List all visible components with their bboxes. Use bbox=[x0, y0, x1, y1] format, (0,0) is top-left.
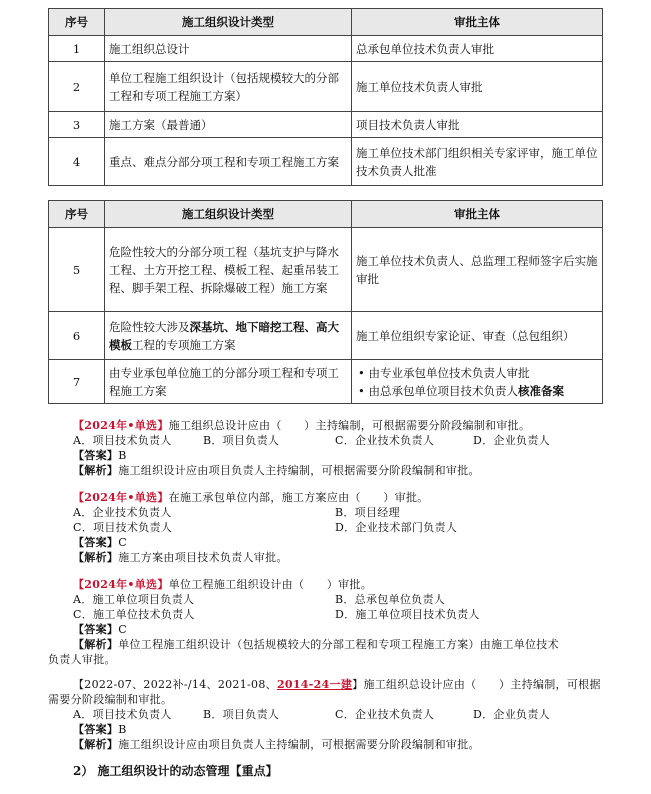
row-type: 施工组织总设计 bbox=[105, 36, 352, 62]
question-stem bbox=[73, 490, 611, 505]
section-heading bbox=[73, 762, 278, 779]
options-row bbox=[73, 607, 611, 622]
header-approver: 审批主体 bbox=[352, 9, 603, 36]
options-row bbox=[73, 433, 611, 448]
table-row bbox=[49, 112, 603, 138]
type-text-a: 危险性较大涉及 bbox=[109, 319, 190, 334]
options-row bbox=[73, 707, 611, 722]
header-type: 施工组织设计类型 bbox=[105, 9, 352, 36]
answer-value: B bbox=[118, 723, 127, 736]
row-no: 2 bbox=[49, 62, 105, 112]
option-b: B．总承包单位负责人 bbox=[335, 593, 446, 606]
approver-bullet-1: • 由专业承包单位技术负责人审批 bbox=[356, 364, 598, 382]
analysis-text: 单位工程施工组织设计（包括规模较大的分部工程和专项工程施工方案）由施工单位技术 bbox=[118, 638, 559, 651]
approver-bullet-2 bbox=[356, 382, 598, 400]
row-type: 施工方案（最普通） bbox=[105, 112, 352, 138]
analysis-label: 【解析】 bbox=[73, 464, 119, 477]
type-text-bold: 深基坑、地下暗挖工程、高大模板 bbox=[109, 319, 339, 352]
option-c: C．企业技术负责人 bbox=[335, 434, 435, 447]
approval-table-2 bbox=[48, 200, 603, 404]
question-2 bbox=[73, 490, 611, 565]
answer-value: B bbox=[118, 449, 127, 462]
option-b: B．项目经理 bbox=[335, 506, 400, 519]
option-d: D．企业负责人 bbox=[473, 708, 550, 721]
table-row bbox=[49, 228, 603, 312]
option-b: B．项目负责人 bbox=[203, 434, 280, 447]
row-no: 4 bbox=[49, 138, 105, 186]
analysis-line bbox=[73, 550, 611, 565]
table-header-row bbox=[49, 9, 603, 36]
analysis-label: 【解析】 bbox=[73, 551, 119, 564]
row-type: 重点、难点分部分项工程和专项工程施工方案 bbox=[105, 138, 352, 186]
question-tag-suffix: 】 bbox=[352, 678, 364, 691]
approver-bullet-2-text: 由总承包单位项目技术负责人 bbox=[368, 383, 518, 398]
question-tag: 【2024年•单选】 bbox=[73, 491, 169, 504]
table-row bbox=[49, 36, 603, 62]
answer-value: C bbox=[118, 536, 127, 549]
header-approver: 审批主体 bbox=[352, 201, 603, 228]
question-tag: 【2024年•单选】 bbox=[73, 578, 169, 591]
approver-bullet-2-bold: 核准备案 bbox=[517, 383, 564, 398]
row-approver bbox=[352, 360, 603, 404]
option-c: C．项目技术负责人 bbox=[73, 521, 173, 534]
analysis-line bbox=[73, 737, 611, 752]
options-row bbox=[73, 592, 611, 607]
row-type: 由专业承包单位施工的分部分项工程和专项工程施工方案 bbox=[105, 360, 352, 404]
analysis-line-cont: 负责人审批。 bbox=[48, 653, 116, 666]
option-d: D．企业技术部门负责人 bbox=[335, 521, 458, 534]
header-type: 施工组织设计类型 bbox=[105, 201, 352, 228]
question-tag-prefix: 【2022-07、2022补-/14、2021-08、 bbox=[73, 678, 277, 691]
table-row bbox=[49, 312, 603, 360]
option-c: C．施工单位技术负责人 bbox=[73, 608, 195, 621]
row-no: 1 bbox=[49, 36, 105, 62]
row-approver: 项目技术负责人审批 bbox=[352, 112, 603, 138]
row-approver: 施工单位技术部门组织相关专家评审，施工单位技术负责人批准 bbox=[352, 138, 603, 186]
question-3 bbox=[48, 577, 611, 667]
analysis-line bbox=[73, 637, 611, 652]
section-number: 2） bbox=[73, 764, 94, 778]
analysis-text: 施工组织设计应由项目负责人主持编制，可根据需要分阶段编制和审批。 bbox=[118, 738, 480, 751]
answer-label: 【答案】 bbox=[73, 449, 119, 462]
answer-line bbox=[73, 448, 611, 463]
row-type bbox=[105, 312, 352, 360]
question-stem bbox=[73, 418, 611, 433]
row-type: 危险性较大的分部分项工程（基坑支护与降水工程、土方开挖工程、模板工程、起重吊装工程、脚手架工程、拆除爆破工程）施工方案 bbox=[105, 228, 352, 312]
option-a: A．企业技术负责人 bbox=[73, 506, 172, 519]
option-a: A．项目技术负责人 bbox=[73, 434, 172, 447]
question-stem bbox=[73, 677, 611, 692]
row-approver: 施工单位组织专家论证、审查（总包组织） bbox=[352, 312, 603, 360]
row-no: 3 bbox=[49, 112, 105, 138]
question-stem-text: 施工组织总设计应由（ ）主持编制，可根据 bbox=[363, 678, 601, 691]
question-stem-cont: 需要分阶段编制和审批。 bbox=[48, 693, 173, 706]
analysis-text: 施工方案由项目技术负责人审批。 bbox=[118, 551, 288, 564]
analysis-text: 施工组织设计应由项目负责人主持编制，可根据需要分阶段编制和审批。 bbox=[118, 464, 480, 477]
question-tag-highlight: 2014-24一建 bbox=[276, 678, 353, 691]
type-text-c: 工程的专项施工方案 bbox=[132, 337, 236, 352]
option-b: B．项目负责人 bbox=[203, 708, 280, 721]
answer-value: C bbox=[118, 623, 127, 636]
row-no: 7 bbox=[49, 360, 105, 404]
options-row bbox=[73, 505, 611, 520]
analysis-label: 【解析】 bbox=[73, 738, 119, 751]
option-d: D．施工单位项目技术负责人 bbox=[335, 608, 480, 621]
answer-label: 【答案】 bbox=[73, 536, 119, 549]
header-no: 序号 bbox=[49, 201, 105, 228]
table-row bbox=[49, 138, 603, 186]
option-a: A．项目技术负责人 bbox=[73, 708, 172, 721]
section-tag: 【重点】 bbox=[229, 764, 278, 778]
question-stem bbox=[73, 577, 611, 592]
table-header-row bbox=[49, 201, 603, 228]
question-1 bbox=[73, 418, 611, 478]
approval-table-1 bbox=[48, 8, 603, 186]
row-approver: 施工单位技术负责人审批 bbox=[352, 62, 603, 112]
answer-label: 【答案】 bbox=[73, 723, 119, 736]
answer-line bbox=[73, 535, 611, 550]
header-no: 序号 bbox=[49, 9, 105, 36]
table-row bbox=[49, 360, 603, 404]
question-stem-text: 在施工承包单位内部，施工方案应由（ ）审批。 bbox=[168, 491, 429, 504]
row-no: 6 bbox=[49, 312, 105, 360]
row-approver: 总承包单位技术负责人审批 bbox=[352, 36, 603, 62]
answer-line bbox=[73, 722, 611, 737]
option-c: C．企业技术负责人 bbox=[335, 708, 435, 721]
answer-label: 【答案】 bbox=[73, 623, 119, 636]
options-row bbox=[73, 520, 611, 535]
table-row bbox=[49, 62, 603, 112]
option-a: A．施工单位项目负责人 bbox=[73, 593, 195, 606]
question-tag: 【2024年•单选】 bbox=[73, 419, 169, 432]
analysis-line bbox=[73, 463, 611, 478]
question-stem-text: 施工组织总设计应由（ ）主持编制，可根据需要分阶段编制和审批。 bbox=[168, 419, 531, 432]
option-d: D．企业负责人 bbox=[473, 434, 550, 447]
row-no: 5 bbox=[49, 228, 105, 312]
answer-line bbox=[73, 622, 611, 637]
question-4 bbox=[48, 677, 611, 752]
analysis-label: 【解析】 bbox=[73, 638, 119, 651]
question-stem-text: 单位工程施工组织设计由（ ）审批。 bbox=[168, 578, 373, 591]
row-approver: 施工单位技术负责人、总监理工程师签字后实施审批 bbox=[352, 228, 603, 312]
section-title: 施工组织设计的动态管理 bbox=[97, 764, 230, 778]
row-type: 单位工程施工组织设计（包括规模较大的分部工程和专项工程施工方案） bbox=[105, 62, 352, 112]
